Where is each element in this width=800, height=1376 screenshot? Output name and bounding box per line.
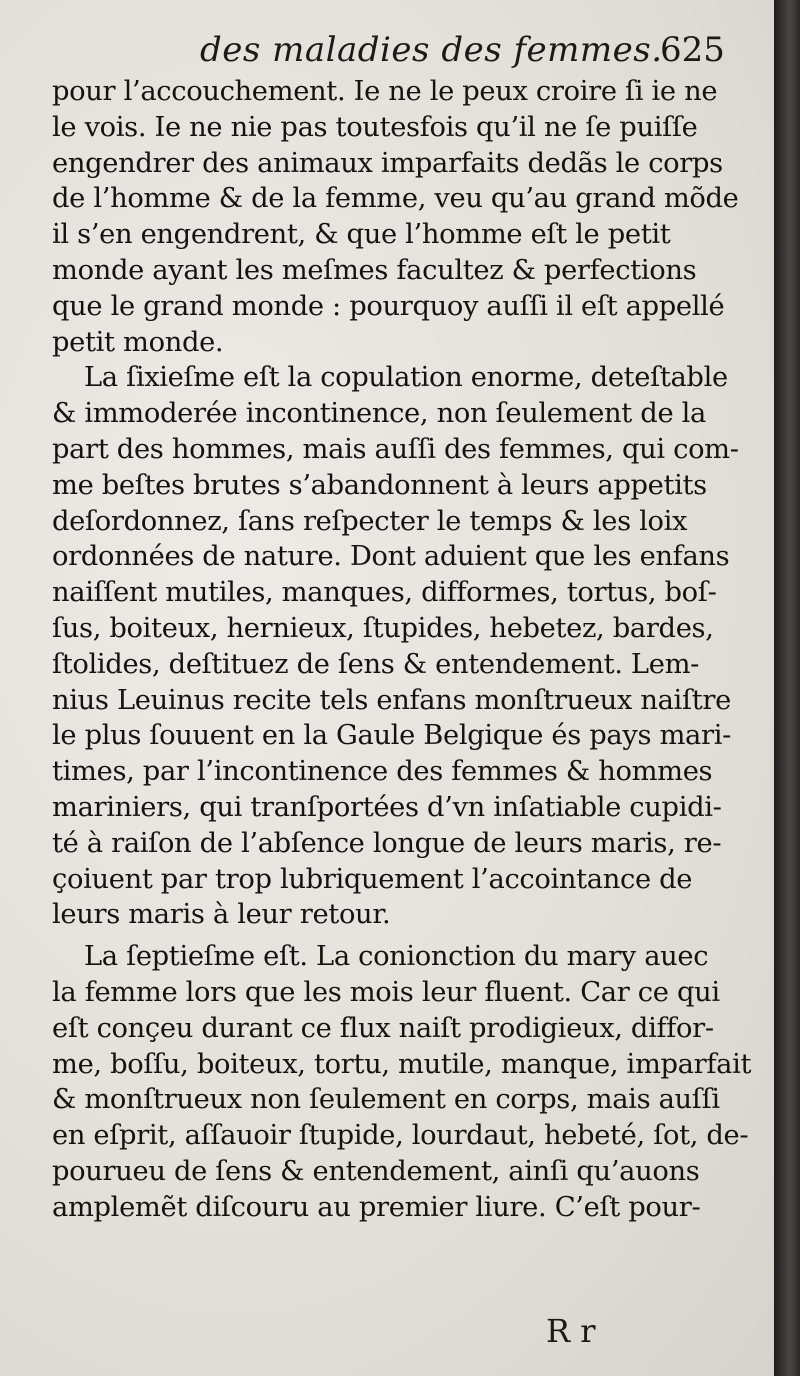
- text-line: & monſtrueux non ſeulement en corps, mais auſſi: [52, 1084, 720, 1116]
- text-line: nius Leuinus recite tels enfans monſtrueux naiſtre: [52, 684, 731, 716]
- text-line: que le grand monde : pourquoy auſſi il eſt appellé: [52, 290, 725, 322]
- text-line: & immoderée incontinence, non ſeulement de la: [52, 398, 706, 430]
- text-line: La ſixieſme eſt la copulation enorme, deteſtable: [84, 362, 728, 394]
- text-line: ſus, boiteux, hernieux, ſtupides, hebetez, bardes,: [52, 612, 714, 644]
- text-line: le vois. Ie ne nie pas toutesfois qu’il ne ſe puiſſe: [52, 111, 698, 143]
- text-line: monde ayant les meſmes facultez & perfections: [52, 254, 697, 286]
- text-line: en eſprit, aſſauoir ſtupide, lourdaut, hebeté, ſot, de-: [52, 1120, 749, 1152]
- text-line: té à raiſon de l’abſence longue de leurs maris, re-: [52, 827, 722, 859]
- text-line: çoiuent par trop lubriquement l’accointance de: [52, 863, 693, 895]
- text-line: deſordonnez, ſans reſpecter le temps & les loix: [52, 505, 688, 537]
- text-line: de l’homme & de la femme, veu qu’au grand mõde: [52, 183, 739, 215]
- signature-mark: R r: [546, 1312, 596, 1350]
- text-line: eſt conçeu durant ce flux naiſt prodigieux, diffor-: [52, 1012, 714, 1044]
- text-line: il s’en engendrent, & que l’homme eſt le petit: [52, 219, 671, 251]
- text-line: naiſſent mutiles, manques, difformes, tortus, boſ-: [52, 577, 717, 609]
- text-line: me beſtes brutes s’abandonnent à leurs appetits: [52, 469, 707, 501]
- page-header: [0, 16, 774, 76]
- text-line: La ſeptieſme eſt. La conionction du mary auec: [84, 941, 709, 973]
- text-line: ordonnées de nature. Dont aduient que les enfans: [52, 541, 730, 573]
- page-number: 625: [660, 30, 725, 70]
- text-line: le plus ſouuent en la Gaule Belgique és pays mari-: [52, 720, 732, 752]
- body-text: [52, 74, 772, 1226]
- text-line: petit monde.: [52, 326, 224, 358]
- text-line: engendrer des animaux imparfaits dedãs le corps: [52, 147, 723, 179]
- page-edge-shadow: [774, 0, 800, 1376]
- text-line: leurs maris à leur retour.: [52, 899, 391, 931]
- text-line: mariniers, qui tranſportées d’vn inſatiable cupidi-: [52, 791, 722, 823]
- text-line: amplemẽt diſcouru au premier liure. C’eſt pour-: [52, 1191, 701, 1223]
- text-line: me, boſſu, boiteux, tortu, mutile, manque, imparfait: [52, 1048, 752, 1080]
- running-title: des maladies des femmes.: [200, 30, 663, 70]
- text-line: ſtolides, deſtituez de ſens & entendement. Lem-: [52, 648, 700, 680]
- text-line: times, par l’incontinence des femmes & hommes: [52, 756, 713, 788]
- text-line: pourueu de ſens & entendement, ainſi qu’auons: [52, 1155, 700, 1187]
- text-line: la femme lors que les mois leur fluent. Car ce qui: [52, 976, 720, 1008]
- text-line: part des hommes, mais auſſi des femmes, qui com-: [52, 433, 739, 465]
- text-line: pour l’accouchement. Ie ne le peux croire ſi ie ne: [52, 76, 718, 107]
